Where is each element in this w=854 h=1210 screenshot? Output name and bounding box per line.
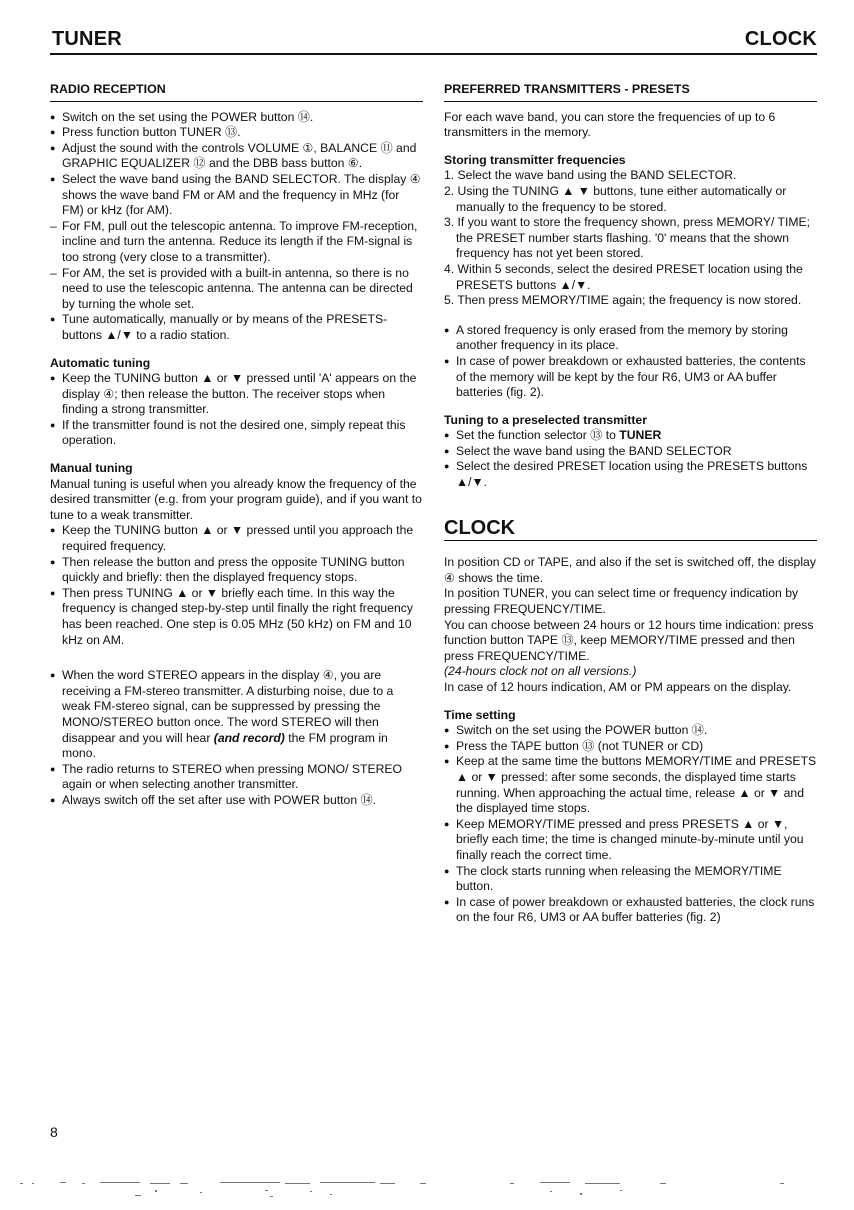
clock-italic-note: (24-hours clock not on all versions.) bbox=[444, 664, 637, 679]
clock-paragraph: You can choose between 24 hours or 12 hours time indication: press function button TAPE ⑬, keep MEMORY/TIME pressed and then press FREQUENCY/TIME. bbox=[444, 617, 814, 663]
clock-12h-note: In case of 12 hours indication, AM or PM appears on the display. bbox=[444, 680, 792, 694]
store-step: 1. Select the wave band using the BAND SELECTOR. bbox=[444, 168, 737, 183]
stereo-text-a: When the word STEREO appears in the display ④, you are receiving a FM-stereo transmitter. A disturbing noise, due to a weak FM-stereo signal, can be suppressed by pressing the MONO/STEREO button once. The word STEREO will then disappear and you will hear bbox=[62, 668, 394, 745]
stereo-text-b: the FM program in mono. bbox=[62, 730, 388, 761]
time-step: ● Keep at the same time the buttons MEMORY/TIME and PRESETS ▲ or ▼ pressed: after some seconds, the displayed time starts running. When approaching the actual time, release ▲ or ▼ and the displayed time stops. bbox=[444, 754, 817, 816]
page-number: 8 bbox=[50, 1124, 58, 1140]
store-step: 3. If you want to store the frequency shown, press MEMORY/ TIME; the PRESET number starts flashing. '0' means that the shown frequency has not yet been stored. bbox=[444, 215, 811, 261]
manual-tuning-heading: Manual tuning bbox=[50, 461, 133, 476]
radio-dash-item: – For AM, the set is provided with a built-in antenna, so there is no need to use the telescopic antenna. The antenna can be directed by turning the whole set. bbox=[50, 266, 423, 313]
storing-heading: Storing transmitter frequencies bbox=[444, 152, 626, 167]
auto-item: ● Keep the TUNING button ▲ or ▼ pressed until 'A' appears on the display ④; then release the button. The receiver stops when finding a strong transmitter. bbox=[50, 371, 423, 418]
auto-item: ● If the transmitter found is not the desired one, simply repeat this operation. bbox=[50, 418, 423, 449]
right-column bbox=[444, 82, 817, 926]
stereo-item bbox=[50, 668, 423, 762]
manual-intro: Manual tuning is useful when you already know the frequency of the desired transmitter (e.g. from your program guide), and if you want to tune to a weak transmitter. bbox=[50, 476, 422, 522]
tuning-preset-heading: Tuning to a preselected transmitter bbox=[444, 412, 647, 427]
radio-item: ● Adjust the sound with the controls VOLUME ①, BALANCE ⑪ and GRAPHIC EQUALIZER ⑫ and the DBB bass button ⑥. bbox=[50, 141, 423, 172]
scan-noise-decoration bbox=[20, 1178, 820, 1198]
header-rule bbox=[50, 53, 817, 55]
tune-preset-item: ● Select the wave band using the BAND SELECTOR bbox=[444, 444, 817, 460]
presets-intro: For each wave band, you can store the frequencies of up to 6 transmitters in the memory. bbox=[444, 109, 776, 140]
time-step: ● In case of power breakdown or exhausted batteries, the clock runs on the four R6, UM3 or AA buffer batteries (fig. 2) bbox=[444, 895, 817, 926]
tune-preset-item bbox=[444, 428, 817, 444]
clock-paragraph: In position CD or TAPE, and also if the set is switched off, the display ④ shows the time. bbox=[444, 555, 816, 585]
stereo-emphasis: (and record) bbox=[213, 730, 285, 745]
radio-dash-item: – For FM, pull out the telescopic antenna. To improve FM-reception, incline and turn the antenna. Reduce its length if the FM-signal is too strong (very close to a transmitter). bbox=[50, 219, 423, 266]
radio-reception-heading: RADIO RECEPTION bbox=[50, 82, 423, 102]
tune-preset-text: Set the function selector ⑬ to bbox=[456, 428, 620, 443]
automatic-tuning-heading: Automatic tuning bbox=[50, 355, 151, 370]
clock-heading: CLOCK bbox=[444, 521, 817, 542]
store-note: ● In case of power breakdown or exhausted batteries, the contents of the memory will be kept by the four R6, UM3 or AA buffer batteries (fig. 2). bbox=[444, 354, 817, 401]
presets-heading: PREFERRED TRANSMITTERS - PRESETS bbox=[444, 82, 817, 102]
store-note: ● A stored frequency is only erased from the memory by storing another frequency in its place. bbox=[444, 323, 817, 354]
radio-item: ● Switch on the set using the POWER button ⑭. bbox=[50, 110, 423, 126]
tune-preset-item: ● Select the desired PRESET location using the PRESETS buttons ▲/▼. bbox=[444, 459, 817, 490]
left-column bbox=[50, 82, 423, 809]
time-step: ● Switch on the set using the POWER button ⑭. bbox=[444, 723, 817, 739]
radio-item: ● Select the wave band using the BAND SELECTOR. The display ④ shows the wave band FM or AM and the frequency in MHz (for FM) or kHz (for AM). bbox=[50, 172, 423, 219]
store-step: 5. Then press MEMORY/TIME again; the frequency is now stored. bbox=[444, 293, 802, 308]
header-left-title: TUNER bbox=[52, 28, 122, 50]
store-step: 4. Within 5 seconds, select the desired PRESET location using the PRESETS buttons ▲/▼. bbox=[444, 261, 803, 292]
radio-item: ● Press function button TUNER ⑬. bbox=[50, 125, 423, 141]
stereo-item: ● Always switch off the set after use with POWER button ⑭. bbox=[50, 793, 423, 809]
stereo-item: ● The radio returns to STEREO when pressing MONO/ STEREO again or when selecting another transmitter. bbox=[50, 762, 423, 793]
manual-item: ● Then press TUNING ▲ or ▼ briefly each time. In this way the frequency is changed step-by-step until finally the right frequency has been reached. One step is 0.05 MHz (50 kHz) on FM and 10 kHz on AM. bbox=[50, 586, 423, 648]
store-step: 2. Using the TUNING ▲ ▼ buttons, tune either automatically or manually to the frequency to be stored. bbox=[444, 183, 787, 214]
time-step: ● The clock starts running when releasing the MEMORY/TIME button. bbox=[444, 864, 817, 895]
clock-paragraph: In position TUNER, you can select time or frequency indication by pressing FREQUENCY/TIME. bbox=[444, 586, 799, 617]
manual-item: ● Keep the TUNING button ▲ or ▼ pressed until you approach the required frequency. bbox=[50, 523, 423, 554]
time-setting-heading: Time setting bbox=[444, 707, 516, 722]
manual-item: ● Then release the button and press the opposite TUNING button quickly and briefly: then the displayed frequency stops. bbox=[50, 555, 423, 586]
radio-item: ● Tune automatically, manually or by means of the PRESETS-buttons ▲/▼ to a radio station. bbox=[50, 312, 423, 343]
tune-preset-tuner: TUNER bbox=[619, 428, 662, 443]
header-right-title: CLOCK bbox=[744, 28, 817, 50]
time-step: ● Press the TAPE button ⑬ (not TUNER or CD) bbox=[444, 739, 817, 755]
time-step: ● Keep MEMORY/TIME pressed and press PRESETS ▲ or ▼, briefly each time; the time is changed minute-by-minute until you finally reach the correct time. bbox=[444, 817, 817, 864]
